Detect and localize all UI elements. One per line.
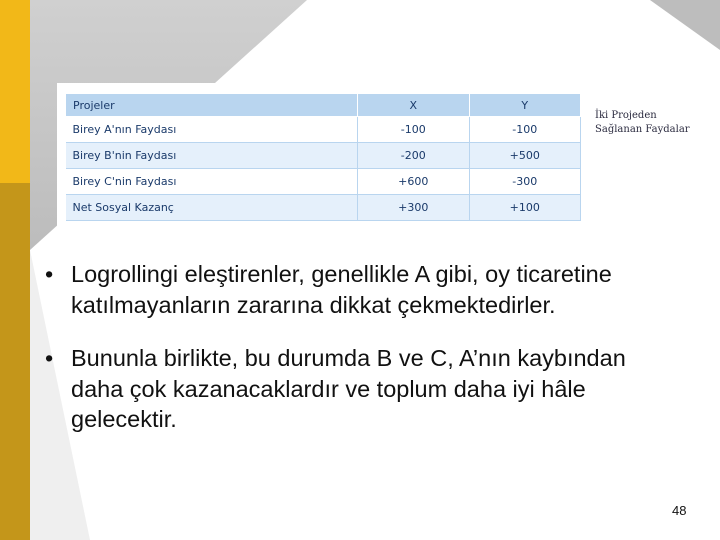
table-header-row (66, 94, 581, 117)
cell-y: +100 (469, 195, 581, 221)
bullet-marker: • (45, 261, 54, 287)
bullet-item (45, 343, 665, 435)
projects-table (65, 93, 581, 221)
header-projeler: Projeler (66, 94, 358, 117)
side-note (595, 109, 690, 137)
cell-x: -200 (358, 143, 469, 169)
table-row (66, 117, 581, 143)
cell-y: -300 (469, 169, 581, 195)
bullet-item (45, 259, 665, 320)
table-row (66, 195, 581, 221)
bullet-list (45, 259, 665, 458)
row-label: Net Sosyal Kazanç (66, 195, 358, 221)
header-x: X (358, 94, 469, 117)
row-label: Birey A'nın Faydası (66, 117, 358, 143)
table-row (66, 143, 581, 169)
page-number: 48 (672, 503, 687, 518)
accent-stripe-bottom (0, 183, 30, 540)
table-image (57, 83, 703, 235)
header-y: Y (469, 94, 581, 117)
bullet-text: Bununla birlikte, bu durumda B ve C, A’nın kaybından daha çok kazanacaklardır ve toplum daha iyi hâle gelecektir. (71, 345, 626, 432)
accent-stripe-top (0, 0, 30, 183)
table-row (66, 169, 581, 195)
side-note-line-2: Sağlanan Faydalar (595, 124, 690, 135)
row-label: Birey B'nin Faydası (66, 143, 358, 169)
cell-x: +600 (358, 169, 469, 195)
row-label: Birey C'nin Faydası (66, 169, 358, 195)
side-note-line-1: İki Projeden (595, 110, 657, 121)
cell-x: +300 (358, 195, 469, 221)
bullet-marker: • (45, 345, 54, 371)
cell-x: -100 (358, 117, 469, 143)
cell-y: +500 (469, 143, 581, 169)
cell-y: -100 (469, 117, 581, 143)
bullet-text: Logrollingi eleştirenler, genellikle A gibi, oy ticaretine katılmayanların zararına dikkat çekmektedirler. (71, 261, 612, 318)
